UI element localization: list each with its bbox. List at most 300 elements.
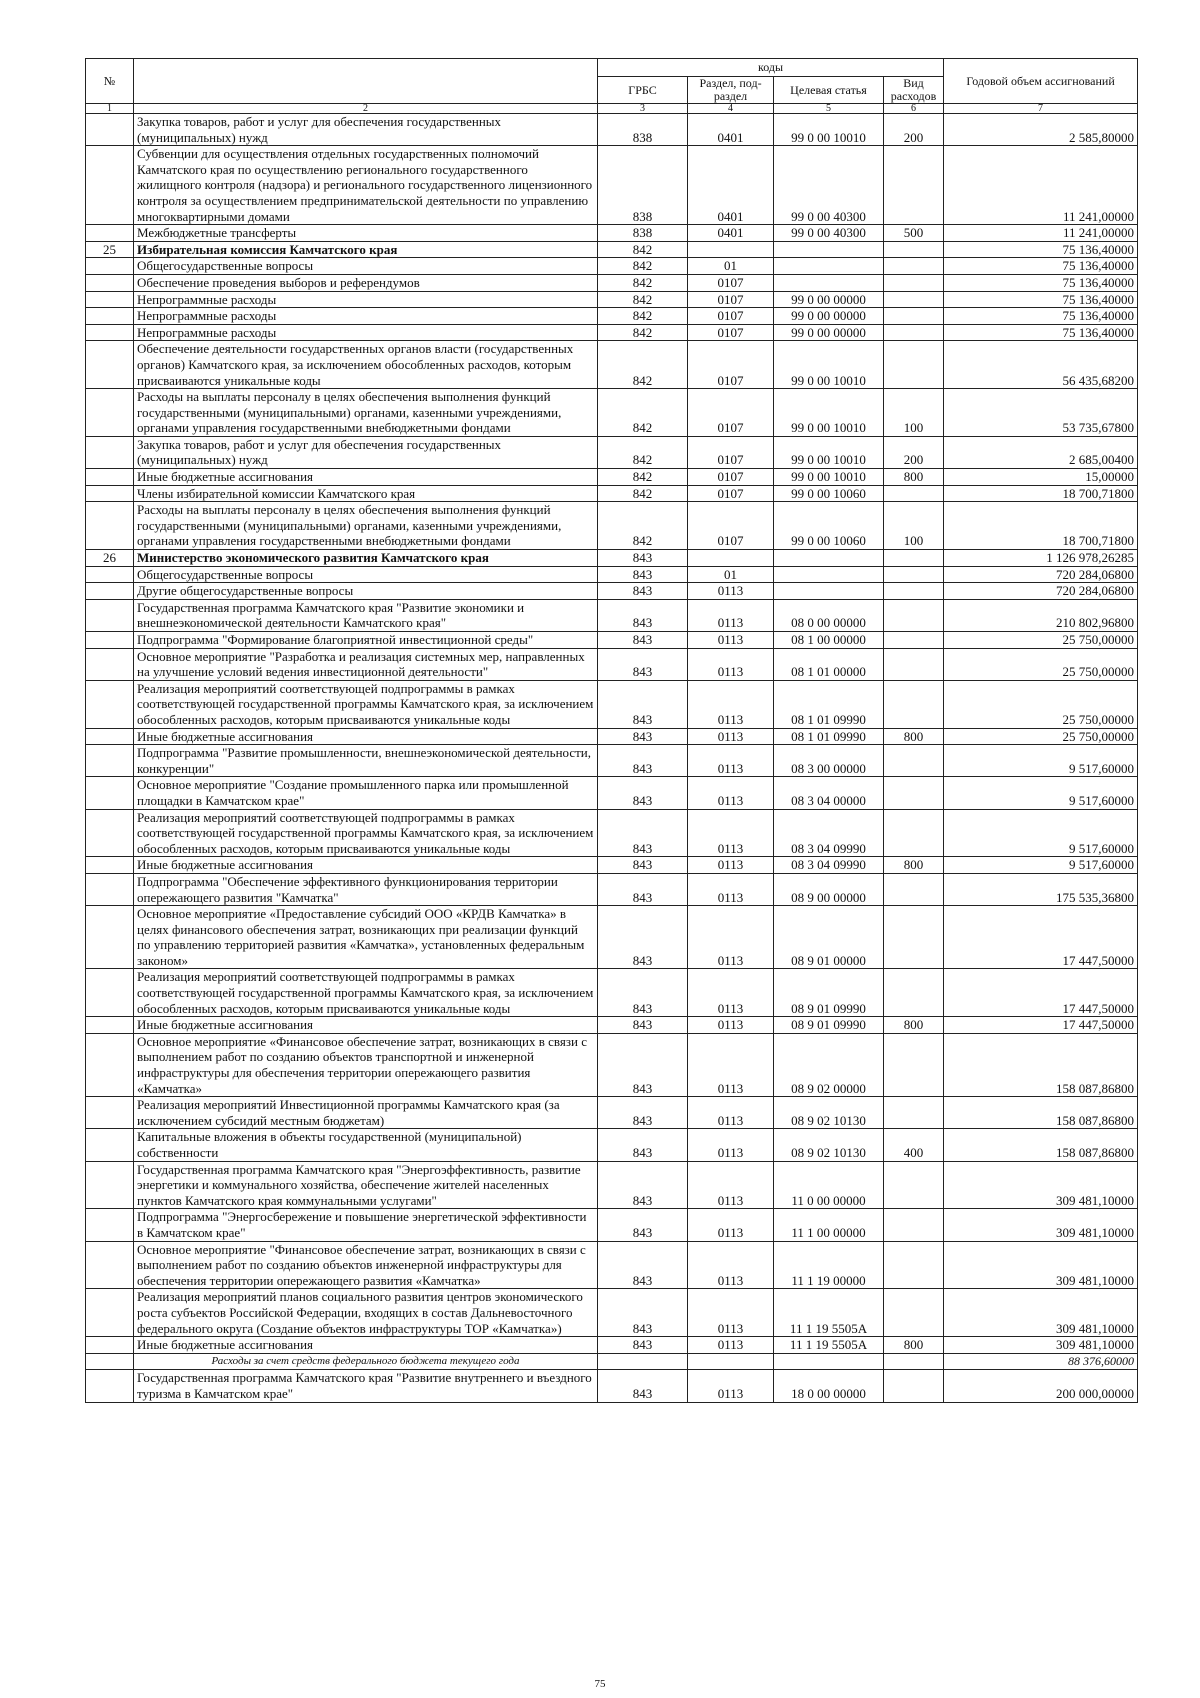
row-exp-type	[884, 1241, 944, 1289]
budget-table	[85, 58, 1138, 1403]
row-section: 0113	[688, 969, 774, 1017]
row-number	[86, 873, 134, 905]
table-row	[86, 1353, 1138, 1370]
row-section: 0113	[688, 1370, 774, 1402]
row-amount: 53 735,67800	[944, 389, 1138, 437]
row-amount: 309 481,10000	[944, 1241, 1138, 1289]
row-section: 0113	[688, 680, 774, 728]
table-row	[86, 1017, 1138, 1034]
table-row	[86, 469, 1138, 486]
row-target: 99 0 00 40300	[774, 146, 884, 225]
table-row	[86, 258, 1138, 275]
table-row	[86, 906, 1138, 969]
row-grbs: 842	[598, 469, 688, 486]
row-section: 0113	[688, 599, 774, 631]
row-number	[86, 258, 134, 275]
row-number	[86, 274, 134, 291]
row-exp-type	[884, 906, 944, 969]
row-grbs: 843	[598, 1209, 688, 1241]
row-amount: 17 447,50000	[944, 1017, 1138, 1034]
row-number	[86, 469, 134, 486]
row-name: Министерство экономического развития Камчатского края	[134, 550, 598, 567]
row-exp-type: 800	[884, 728, 944, 745]
row-grbs: 842	[598, 258, 688, 275]
row-name: Государственная программа Камчатского края "Развитие внутреннего и въездного туризма в Камчатском крае"	[134, 1370, 598, 1402]
row-number	[86, 436, 134, 468]
row-exp-type	[884, 341, 944, 389]
row-number	[86, 1337, 134, 1354]
table-row	[86, 1161, 1138, 1209]
row-exp-type	[884, 1161, 944, 1209]
table-row	[86, 857, 1138, 874]
row-exp-type	[884, 1353, 944, 1370]
table-row	[86, 873, 1138, 905]
table-row	[86, 274, 1138, 291]
row-exp-type: 500	[884, 225, 944, 242]
row-name: Члены избирательной комиссии Камчатского края	[134, 485, 598, 502]
row-name: Подпрограмма "Энергосбережение и повышение энергетической эффективности в Камчатском крае"	[134, 1209, 598, 1241]
row-section: 0401	[688, 146, 774, 225]
col-number: 5	[774, 104, 884, 114]
row-target: 11 1 19 00000	[774, 1241, 884, 1289]
row-exp-type: 800	[884, 1337, 944, 1354]
page-number: 75	[594, 1678, 606, 1690]
table-row	[86, 341, 1138, 389]
header-codes: коды	[598, 59, 944, 77]
table-row	[86, 1370, 1138, 1402]
table-row	[86, 745, 1138, 777]
row-grbs: 843	[598, 648, 688, 680]
row-exp-type: 800	[884, 857, 944, 874]
row-target: 99 0 00 10010	[774, 114, 884, 146]
table-row	[86, 114, 1138, 146]
table-row	[86, 550, 1138, 567]
row-number	[86, 389, 134, 437]
row-number	[86, 502, 134, 550]
row-grbs: 843	[598, 906, 688, 969]
row-name: Избирательная комиссия Камчатского края	[134, 241, 598, 258]
row-number	[86, 728, 134, 745]
row-amount: 75 136,40000	[944, 258, 1138, 275]
row-amount: 18 700,71800	[944, 502, 1138, 550]
row-target: 08 9 00 00000	[774, 873, 884, 905]
row-grbs: 842	[598, 274, 688, 291]
row-name: Непрограммные расходы	[134, 324, 598, 341]
table-row	[86, 583, 1138, 600]
row-number	[86, 1289, 134, 1337]
row-section: 0107	[688, 308, 774, 325]
row-amount: 17 447,50000	[944, 906, 1138, 969]
row-grbs: 843	[598, 680, 688, 728]
row-grbs	[598, 1353, 688, 1370]
header-amount: Годовой объем ассигнований	[944, 59, 1138, 104]
row-number	[86, 583, 134, 600]
row-amount: 720 284,06800	[944, 566, 1138, 583]
row-exp-type	[884, 1209, 944, 1241]
row-exp-type	[884, 969, 944, 1017]
row-amount: 75 136,40000	[944, 308, 1138, 325]
table-row	[86, 1097, 1138, 1129]
row-amount: 158 087,86800	[944, 1097, 1138, 1129]
row-number	[86, 648, 134, 680]
row-section	[688, 1353, 774, 1370]
row-exp-type	[884, 274, 944, 291]
col-number: 4	[688, 104, 774, 114]
row-grbs: 842	[598, 485, 688, 502]
row-number	[86, 680, 134, 728]
row-name: Расходы за счет средств федерального бюджета текущего года	[134, 1353, 598, 1370]
row-target: 99 0 00 10010	[774, 389, 884, 437]
row-amount: 9 517,60000	[944, 777, 1138, 809]
row-name: Реализация мероприятий Инвестиционной программы Камчатского края (за исключением субсидий местным бюджетам)	[134, 1097, 598, 1129]
row-number	[86, 1129, 134, 1161]
table-header	[86, 59, 1138, 114]
row-exp-type: 100	[884, 502, 944, 550]
row-target: 99 0 00 10060	[774, 485, 884, 502]
row-amount: 18 700,71800	[944, 485, 1138, 502]
row-section: 0113	[688, 745, 774, 777]
row-target: 99 0 00 10010	[774, 341, 884, 389]
table-row	[86, 291, 1138, 308]
table-row	[86, 680, 1138, 728]
row-target: 11 1 19 5505А	[774, 1337, 884, 1354]
row-amount: 11 241,00000	[944, 225, 1138, 242]
row-amount: 17 447,50000	[944, 969, 1138, 1017]
row-grbs: 843	[598, 969, 688, 1017]
row-target: 18 0 00 00000	[774, 1370, 884, 1402]
row-grbs: 842	[598, 291, 688, 308]
row-number	[86, 599, 134, 631]
row-grbs: 843	[598, 1097, 688, 1129]
col-number: 6	[884, 104, 944, 114]
row-grbs: 843	[598, 1033, 688, 1096]
row-target: 08 9 02 10130	[774, 1097, 884, 1129]
row-amount: 56 435,68200	[944, 341, 1138, 389]
row-number	[86, 1209, 134, 1241]
table-row	[86, 632, 1138, 649]
header-target: Целевая статья	[774, 77, 884, 104]
row-grbs: 843	[598, 566, 688, 583]
table-row	[86, 241, 1138, 258]
row-grbs: 843	[598, 857, 688, 874]
table-row	[86, 1289, 1138, 1337]
row-amount: 158 087,86800	[944, 1129, 1138, 1161]
row-section: 0113	[688, 1017, 774, 1034]
header-name	[134, 59, 598, 104]
row-number	[86, 1033, 134, 1096]
row-grbs: 843	[598, 873, 688, 905]
budget-page	[85, 58, 1137, 1403]
row-name: Капитальные вложения в объекты государственной (муниципальной) собственности	[134, 1129, 598, 1161]
row-exp-type	[884, 1097, 944, 1129]
row-name: Общегосударственные вопросы	[134, 258, 598, 275]
row-name: Подпрограмма "Формирование благоприятной инвестиционной среды"	[134, 632, 598, 649]
row-name: Непрограммные расходы	[134, 291, 598, 308]
row-amount: 75 136,40000	[944, 241, 1138, 258]
table-row	[86, 225, 1138, 242]
row-amount: 88 376,60000	[944, 1353, 1138, 1370]
row-amount: 25 750,00000	[944, 632, 1138, 649]
row-name: Обеспечение деятельности государственных органов власти (государственных органов) Камчатского края, за исключением обособленных расходов, которым присваиваются уникальные коды	[134, 341, 598, 389]
row-exp-type	[884, 550, 944, 567]
table-row	[86, 1241, 1138, 1289]
row-exp-type	[884, 599, 944, 631]
row-exp-type	[884, 1033, 944, 1096]
row-section: 0107	[688, 389, 774, 437]
row-amount: 309 481,10000	[944, 1289, 1138, 1337]
row-number	[86, 324, 134, 341]
header-no: №	[86, 59, 134, 104]
row-target: 08 3 00 00000	[774, 745, 884, 777]
row-exp-type	[884, 324, 944, 341]
row-name: Закупка товаров, работ и услуг для обеспечения государственных (муниципальных) нужд	[134, 114, 598, 146]
row-grbs: 843	[598, 745, 688, 777]
row-section: 0113	[688, 777, 774, 809]
row-exp-type	[884, 873, 944, 905]
table-row	[86, 1337, 1138, 1354]
row-section: 0113	[688, 809, 774, 857]
row-grbs: 843	[598, 1337, 688, 1354]
row-name: Закупка товаров, работ и услуг для обеспечения государственных (муниципальных) нужд	[134, 436, 598, 468]
table-row	[86, 777, 1138, 809]
row-name: Государственная программа Камчатского края "Энергоэффективность, развитие энергетики и коммунального хозяйства, обеспечение жителей населенных пунктов Камчатского края коммунальными услугами"	[134, 1161, 598, 1209]
row-exp-type	[884, 291, 944, 308]
row-exp-type	[884, 258, 944, 275]
row-number	[86, 341, 134, 389]
row-number	[86, 632, 134, 649]
row-target	[774, 1353, 884, 1370]
row-name: Основное мероприятие "Финансовое обеспечение затрат, возникающих в связи с выполнением работ по созданию объектов инженерной инфраструктуры для обеспечения территории опережающего развития «Камчатка»	[134, 1241, 598, 1289]
row-section: 0113	[688, 1033, 774, 1096]
row-grbs: 843	[598, 1161, 688, 1209]
row-amount: 2 685,00400	[944, 436, 1138, 468]
row-section: 0401	[688, 114, 774, 146]
row-exp-type	[884, 777, 944, 809]
row-name: Подпрограмма "Обеспечение эффективного функционирования территории опережающего развития "Камчатка"	[134, 873, 598, 905]
row-grbs: 842	[598, 436, 688, 468]
row-grbs: 843	[598, 1241, 688, 1289]
table-row	[86, 809, 1138, 857]
row-name: Расходы на выплаты персоналу в целях обеспечения выполнения функций государственными (муниципальными) органами, казенными учреждениями, органами управления государственными внебюджетными фондами	[134, 502, 598, 550]
row-amount: 25 750,00000	[944, 728, 1138, 745]
row-number	[86, 1161, 134, 1209]
row-name: Непрограммные расходы	[134, 308, 598, 325]
row-number	[86, 745, 134, 777]
table-row	[86, 436, 1138, 468]
row-number	[86, 114, 134, 146]
row-grbs: 842	[598, 308, 688, 325]
table-body	[86, 114, 1138, 1403]
row-exp-type	[884, 632, 944, 649]
row-exp-type: 800	[884, 1017, 944, 1034]
table-row	[86, 324, 1138, 341]
row-exp-type	[884, 1370, 944, 1402]
row-name: Реализация мероприятий планов социального развития центров экономического роста субъектов Российской Федерации, входящих в состав Дальневосточного федерального округа (Создание объектов инфраструктуры ТОР «Камчатка»)	[134, 1289, 598, 1337]
row-exp-type	[884, 485, 944, 502]
row-section: 0113	[688, 1097, 774, 1129]
row-section: 0107	[688, 274, 774, 291]
row-number	[86, 566, 134, 583]
row-number	[86, 291, 134, 308]
row-target: 08 9 01 09990	[774, 969, 884, 1017]
row-exp-type: 200	[884, 436, 944, 468]
row-exp-type: 200	[884, 114, 944, 146]
row-amount: 175 535,36800	[944, 873, 1138, 905]
row-grbs: 838	[598, 146, 688, 225]
row-section: 0113	[688, 906, 774, 969]
row-grbs: 842	[598, 389, 688, 437]
row-grbs: 843	[598, 1289, 688, 1337]
row-name: Основное мероприятие «Финансовое обеспечение затрат, возникающих в связи с выполнением работ по созданию объектов транспортной и инженерной инфраструктуры для обеспечения территории опережающего развития «Камчатка»	[134, 1033, 598, 1096]
row-section: 0113	[688, 1241, 774, 1289]
row-target: 99 0 00 00000	[774, 291, 884, 308]
row-target: 08 9 01 09990	[774, 1017, 884, 1034]
row-amount: 1 126 978,26285	[944, 550, 1138, 567]
row-amount: 309 481,10000	[944, 1209, 1138, 1241]
row-target: 99 0 00 10060	[774, 502, 884, 550]
row-target: 99 0 00 00000	[774, 324, 884, 341]
row-grbs: 843	[598, 809, 688, 857]
row-amount: 9 517,60000	[944, 745, 1138, 777]
col-number: 3	[598, 104, 688, 114]
table-row	[86, 146, 1138, 225]
row-target: 08 1 00 00000	[774, 632, 884, 649]
row-grbs: 842	[598, 341, 688, 389]
row-target: 99 0 00 40300	[774, 225, 884, 242]
row-section: 0107	[688, 502, 774, 550]
row-amount: 25 750,00000	[944, 680, 1138, 728]
row-name: Расходы на выплаты персоналу в целях обеспечения выполнения функций государственными (муниципальными) органами, казенными учреждениями, органами управления государственными внебюджетными фондами	[134, 389, 598, 437]
header-section: Раздел, под-раздел	[688, 77, 774, 104]
row-grbs: 843	[598, 1370, 688, 1402]
row-grbs: 842	[598, 241, 688, 258]
row-name: Иные бюджетные ассигнования	[134, 728, 598, 745]
row-section: 0113	[688, 1209, 774, 1241]
row-target: 08 9 02 00000	[774, 1033, 884, 1096]
row-section: 0113	[688, 583, 774, 600]
row-section: 0113	[688, 648, 774, 680]
row-target: 08 1 01 09990	[774, 728, 884, 745]
row-target: 99 0 00 00000	[774, 308, 884, 325]
row-grbs: 843	[598, 1017, 688, 1034]
row-exp-type	[884, 745, 944, 777]
row-name: Основное мероприятие "Разработка и реализация системных мер, направленных на улучшение условий ведения инвестиционной деятельности"	[134, 648, 598, 680]
row-number	[86, 1097, 134, 1129]
row-amount: 15,00000	[944, 469, 1138, 486]
row-exp-type	[884, 241, 944, 258]
row-exp-type: 400	[884, 1129, 944, 1161]
row-grbs: 843	[598, 583, 688, 600]
row-name: Иные бюджетные ассигнования	[134, 469, 598, 486]
row-number	[86, 1017, 134, 1034]
row-number	[86, 146, 134, 225]
table-row	[86, 566, 1138, 583]
row-section: 0107	[688, 341, 774, 389]
col-number: 1	[86, 104, 134, 114]
row-grbs: 838	[598, 114, 688, 146]
row-name: Основное мероприятие «Предоставление субсидий ООО «КРДВ Камчатка» в целях финансового обеспечения затрат, возникающих при реализации функций по управлению территорией развития «Камчатка», установленных федеральным законом»	[134, 906, 598, 969]
row-amount: 25 750,00000	[944, 648, 1138, 680]
row-target: 08 0 00 00000	[774, 599, 884, 631]
row-number: 26	[86, 550, 134, 567]
table-row	[86, 1033, 1138, 1096]
row-amount: 9 517,60000	[944, 809, 1138, 857]
row-amount: 210 802,96800	[944, 599, 1138, 631]
row-number	[86, 1241, 134, 1289]
row-name: Основное мероприятие "Создание промышленного парка или промышленной площадки в Камчатском крае"	[134, 777, 598, 809]
row-section: 0113	[688, 728, 774, 745]
row-number	[86, 1370, 134, 1402]
row-section: 0107	[688, 469, 774, 486]
row-section: 0401	[688, 225, 774, 242]
row-target	[774, 241, 884, 258]
row-target: 99 0 00 10010	[774, 469, 884, 486]
row-amount: 75 136,40000	[944, 291, 1138, 308]
row-section	[688, 241, 774, 258]
row-target: 08 9 02 10130	[774, 1129, 884, 1161]
row-name: Реализация мероприятий соответствующей подпрограммы в рамках соответствующей государственной программы Камчатского края, за исключением обособленных расходов, которым присваиваются уникальные коды	[134, 680, 598, 728]
table-row	[86, 1209, 1138, 1241]
row-exp-type: 800	[884, 469, 944, 486]
row-section: 0107	[688, 485, 774, 502]
table-row	[86, 389, 1138, 437]
row-grbs: 843	[598, 632, 688, 649]
row-name: Субвенции для осуществления отдельных государственных полномочий Камчатского края по осуществлению регионального государственного жилищного контроля (надзора) и регионального государственного лицензионного контроля за осуществлением предпринимательской деятельности по управлению многоквартирными домами	[134, 146, 598, 225]
col-number: 7	[944, 104, 1138, 114]
row-exp-type	[884, 146, 944, 225]
row-name: Иные бюджетные ассигнования	[134, 1337, 598, 1354]
row-exp-type	[884, 809, 944, 857]
row-number	[86, 308, 134, 325]
row-name: Реализация мероприятий соответствующей подпрограммы в рамках соответствующей государственной программы Камчатского края, за исключением обособленных расходов, которым присваиваются уникальные коды	[134, 809, 598, 857]
row-target: 08 9 01 00000	[774, 906, 884, 969]
header-exp-type: Вид расходов	[884, 77, 944, 104]
row-section: 0113	[688, 857, 774, 874]
row-grbs: 843	[598, 550, 688, 567]
row-section: 0107	[688, 436, 774, 468]
row-exp-type	[884, 680, 944, 728]
table-row	[86, 599, 1138, 631]
row-grbs: 843	[598, 599, 688, 631]
row-target: 08 3 04 09990	[774, 809, 884, 857]
row-number	[86, 1353, 134, 1370]
row-amount: 75 136,40000	[944, 324, 1138, 341]
table-row	[86, 969, 1138, 1017]
row-target: 08 3 04 00000	[774, 777, 884, 809]
row-amount: 158 087,86800	[944, 1033, 1138, 1096]
row-amount: 200 000,00000	[944, 1370, 1138, 1402]
row-target	[774, 274, 884, 291]
row-number	[86, 809, 134, 857]
row-target: 11 0 00 00000	[774, 1161, 884, 1209]
row-section: 0113	[688, 1129, 774, 1161]
row-target: 08 1 01 00000	[774, 648, 884, 680]
row-section: 0107	[688, 324, 774, 341]
row-section: 0113	[688, 1289, 774, 1337]
row-amount: 75 136,40000	[944, 274, 1138, 291]
row-section: 0107	[688, 291, 774, 308]
row-section: 01	[688, 566, 774, 583]
row-amount: 2 585,80000	[944, 114, 1138, 146]
row-name: Подпрограмма "Развитие промышленности, внешнеэкономической деятельности, конкуренции"	[134, 745, 598, 777]
row-section: 0113	[688, 873, 774, 905]
row-target	[774, 566, 884, 583]
row-number	[86, 777, 134, 809]
row-number	[86, 969, 134, 1017]
table-row	[86, 502, 1138, 550]
row-name: Другие общегосударственные вопросы	[134, 583, 598, 600]
table-row	[86, 728, 1138, 745]
